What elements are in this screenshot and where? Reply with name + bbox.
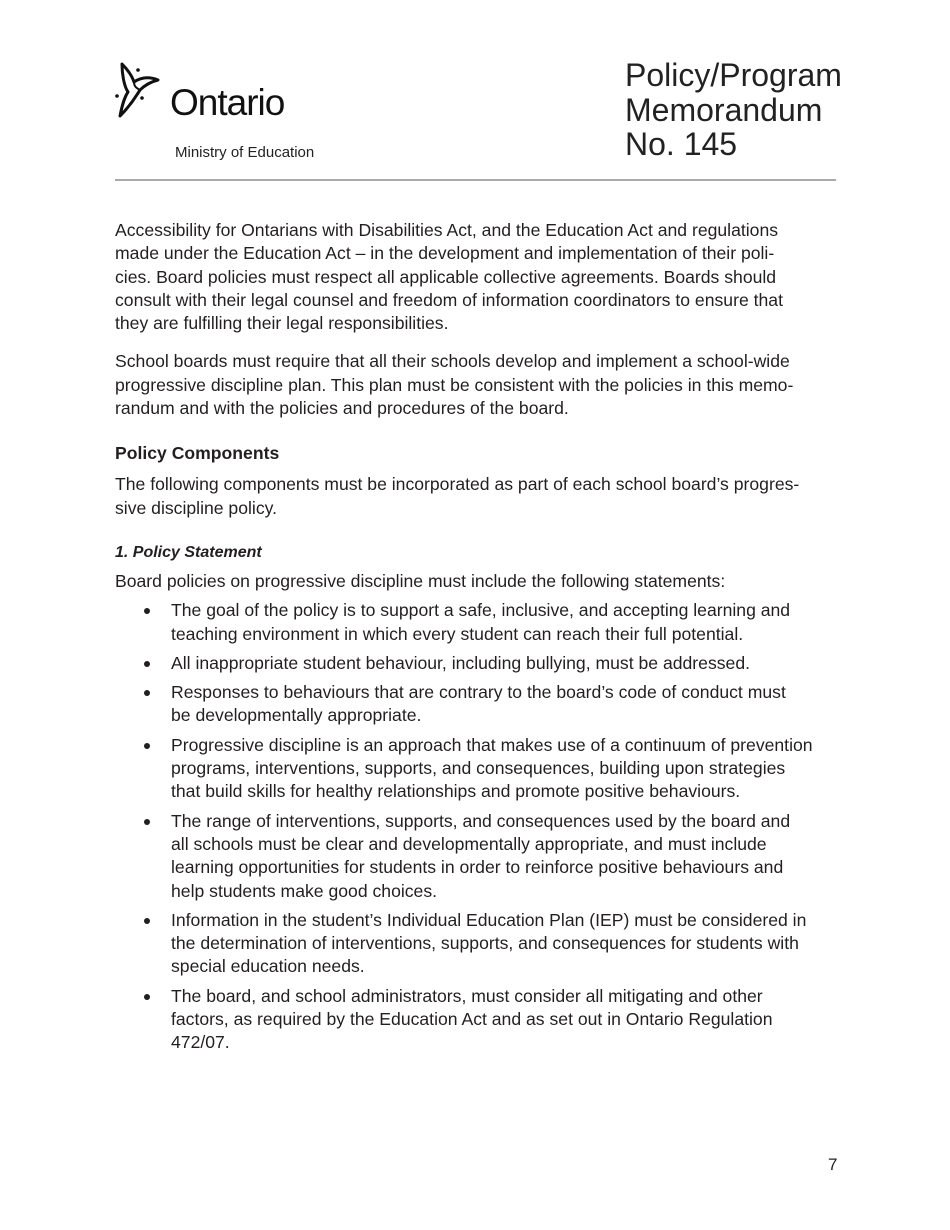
list-item-text: The range of interventions, supports, and consequences used by the board and all schools must be clear and developmentally appropriate, and must include learning opportunities for students in order to reinforce positive behaviours and help students make good choices. [171,810,791,901]
bullet-icon [144,743,150,749]
list-item [115,909,840,979]
bullet-icon [144,819,150,825]
header-divider [115,179,836,181]
section-heading: Policy Components [115,443,280,464]
list-item-text: All inappropriate student behaviour, including bullying, must be addressed. [171,652,751,673]
list-item [115,734,840,804]
paragraph: Accessibility for Ontarians with Disabilities Act, and the Education Act and regulations made under the Education Act – in the development and implementation of their poli- cies. Board policies must respect all applicable collective agreements. Boards should consult with their legal counsel and freedom of information coordinators to ensure that they are fulfilling their legal responsibilities. [115,220,783,334]
list-item [115,985,840,1055]
page-number: 7 [828,1155,838,1174]
paragraph: Board policies on progressive discipline must include the following statements: [115,570,726,591]
memo-title: Policy/Program Memorandum No. 145 [625,57,842,162]
bullet-icon [144,608,150,614]
list-item [115,681,840,728]
bullet-icon [144,918,150,924]
list-item-text: Information in the student’s Individual Education Plan (IEP) must be considered in the determination of interventions, supports, and consequences for students with special education needs. [171,909,807,977]
list-item [115,810,840,903]
trillium-logo-icon [112,60,172,122]
ministry-name: Ministry of Education [175,144,315,161]
paragraph: School boards must require that all their schools develop and implement a school-wide progressive discipline plan. This plan must be consistent with the policies in this memo- randum and with the policies and procedures of the board. [115,351,794,419]
list-item-text: The board, and school administrators, must consider all mitigating and other factors, as required by the Education Act and as set out in Ontario Regulation 472/07. [171,985,773,1053]
list-item-text: Progressive discipline is an approach that makes use of a continuum of prevention programs, interventions, supports, and consequences, building upon strategies that build skills for healthy relationships and promote positive behaviours. [171,734,813,802]
paragraph: The following components must be incorporated as part of each school board’s progres- sive discipline policy. [115,474,800,518]
bullet-icon [144,661,150,667]
list-item [115,599,840,646]
list-item [115,652,840,675]
ontario-wordmark: Ontario [170,82,285,123]
bullet-icon [144,994,150,1000]
bullet-list [115,599,840,1054]
list-item-text: The goal of the policy is to support a safe, inclusive, and accepting learning and teaching environment in which every student can reach their full potential. [171,600,791,644]
subsection-heading: 1. Policy Statement [115,543,262,561]
list-item-text: Responses to behaviours that are contrary to the board’s code of conduct must be developmentally appropriate. [171,682,786,726]
bullet-icon [144,690,150,696]
document-body [115,219,840,1061]
